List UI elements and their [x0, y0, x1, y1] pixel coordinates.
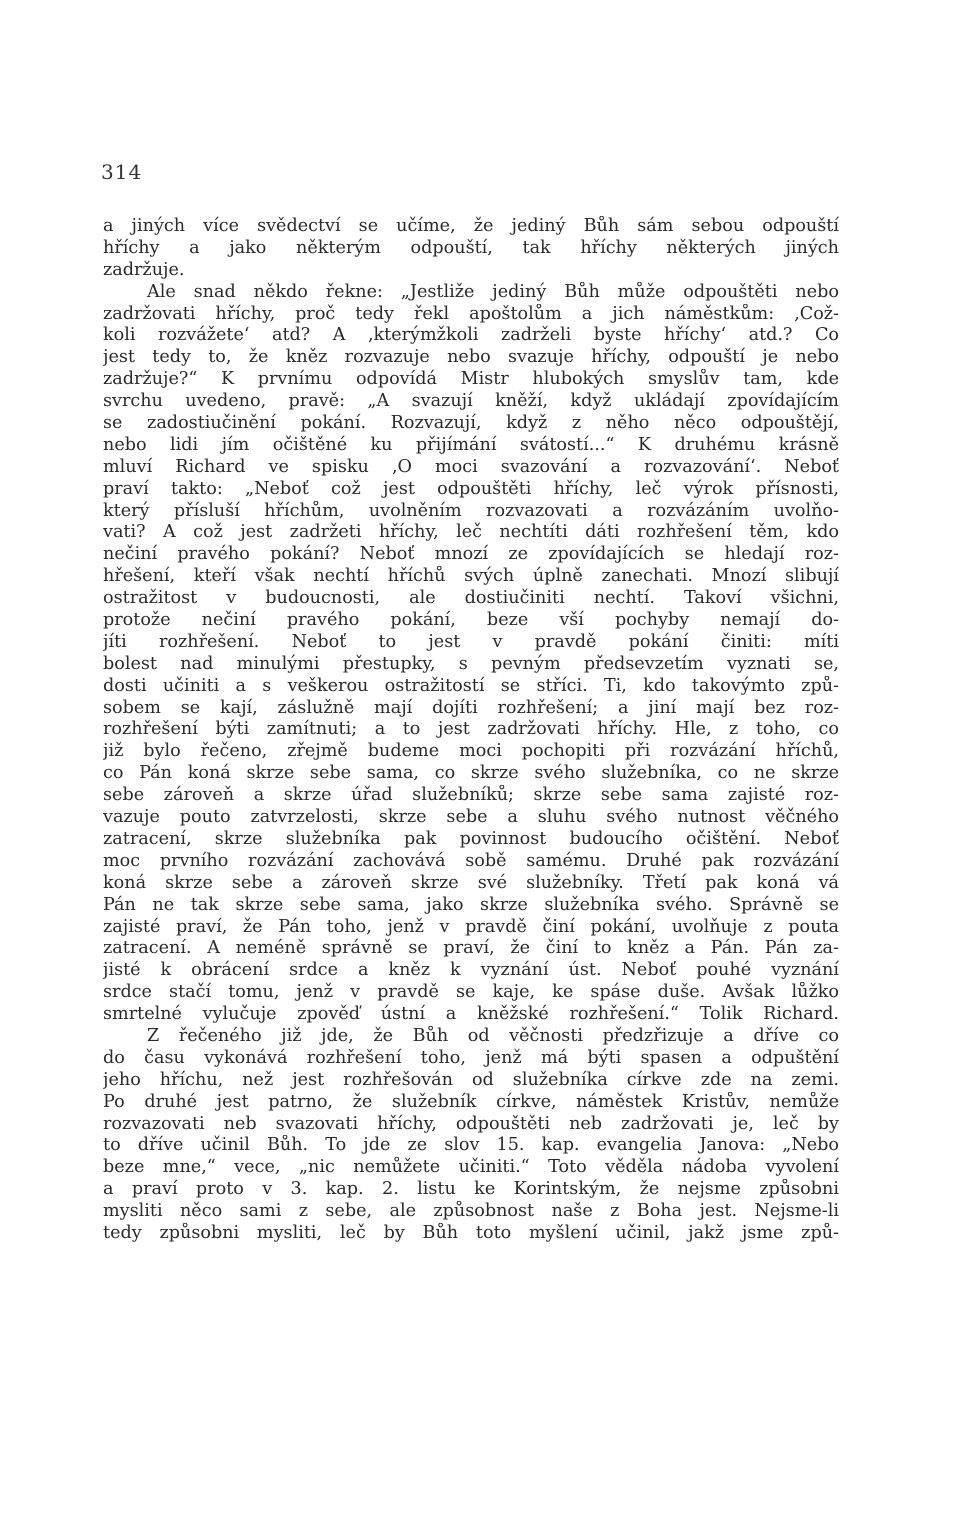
text-line: nebo lidi jím očištěné ku přijímání svátostí...“ K druhému krásně: [103, 434, 839, 455]
text-line: vazuje pouto zatvrzelosti, skrze sebe a sluhu svého nutnost věčného: [103, 807, 839, 828]
page-number: 314: [101, 160, 143, 184]
text-line: srdce stačí tomu, jenž v pravdě se kaje, ke spáse duše. Avšak lůžko: [103, 982, 839, 1003]
text-line: beze mne,“ vece, „nic nemůžete učiniti.“ Toto věděla nádoba vyvolení: [103, 1157, 839, 1178]
text-line: jíti rozhřešení. Neboť to jest v pravdě pokání činiti: míti: [103, 631, 839, 652]
text-line: praví takto: „Neboť což jest odpouštěti hříchy, leč výrok přísnosti,: [103, 478, 839, 499]
text-line: koli rozvážete‘ atd? A ‚kterýmžkoli zadrželi byste hříchy‘ atd.? Co: [103, 325, 839, 346]
text-line: sebe zároveň a skrze úřad služebníků; skrze sebe sama zajisté roz-: [103, 785, 839, 806]
text-line: a praví proto v 3. kap. 2. listu ke Korintským, že nejsme způsobni: [103, 1179, 839, 1200]
text-line: rozhřešení býti zamítnuti; a to jest zadržovati hříchy. Hle, z toho, co: [103, 719, 839, 740]
body-text: [103, 216, 839, 1245]
text-line: hříchy a jako některým odpouští, tak hříchy některých jiných: [103, 237, 839, 258]
text-line: svrchu uvedeno, pravě: „A svazují kněží, když ukládají zpovídajícím: [103, 391, 839, 412]
text-line: tedy způsobni mysliti, leč by Bůh toto myšlení učinil, jakž jsme způ-: [103, 1222, 839, 1243]
text-line: a jiných více svědectví se učíme, že jediný Bůh sám sebou odpouští: [103, 216, 839, 236]
text-line: to dříve učinil Bůh. To jde ze slov 15. kap. evangelia Janova: „Nebo: [103, 1135, 839, 1156]
text-line: zatracení. A neméně správně se praví, že činí to kněz a Pán. Pán za-: [103, 938, 839, 959]
text-line: bolest nad minulými přestupky, s pevným předsevzetím vyznati se,: [103, 653, 839, 674]
text-line: který přísluší hříchům, uvolněním rozvazovati a rozvázáním uvolňo-: [103, 500, 839, 521]
text-line: Ale snad někdo řekne: „Jestliže jediný Bůh může odpouštěti nebo: [147, 281, 839, 302]
text-line: do času vykonává rozhřešení toho, jenž má býti spasen a odpuštění: [103, 1047, 839, 1068]
text-line: co Pán koná skrze sebe sama, co skrze svého služebníka, co ne skrze: [103, 763, 839, 784]
text-line: hřešení, kteří však nechtí hříchů svých úplně zanechati. Mnozí slibují: [103, 566, 839, 587]
text-line: jeho hříchu, než jest rozhřešován od služebníka církve zde na zemi.: [103, 1069, 839, 1090]
text-line: koná skrze sebe a zároveň skrze své služebníky. Třetí pak koná vá: [103, 872, 839, 893]
text-line: sobem se kají, záslužně mají dojíti rozhřešení; a jiní mají bez roz-: [103, 697, 839, 718]
text-line: Po druhé jest patrno, že služebník církve, náměstek Kristův, nemůže: [103, 1091, 839, 1112]
text-line: protože nečiní pravého pokání, beze vší pochyby nemají do-: [103, 610, 839, 631]
text-line: rozvazovati neb svazovati hříchy, odpouštěti neb zadržovati je, leč by: [103, 1113, 839, 1134]
text-line: zajisté praví, že Pán toho, jenž v pravdě činí pokání, uvolňuje z pouta: [103, 916, 839, 937]
text-line: mysliti něco sami z sebe, ale způsobnost naše z Boha jest. Nejsme-li: [103, 1201, 839, 1222]
text-line: zatracení, skrze služebníka pak povinnost budoucího očištění. Neboť: [103, 828, 839, 849]
text-line: ostražitost v budoucnosti, ale dostiučiniti nechtí. Takoví všichni,: [103, 588, 839, 609]
text-line: Pán ne tak skrze sebe sama, jako skrze služebníka svého. Správně se: [103, 894, 839, 915]
text-line: se zadostiučinění pokání. Rozvazují, když z něho něco odpouštějí,: [103, 413, 839, 434]
text-line: zadržuje?“ K prvnímu odpovídá Mistr hlubokých smyslův tam, kde: [103, 369, 839, 390]
text-line: smrtelné vylučuje zpověď ústní a kněžské rozhřešení.“ Tolik Richard.: [103, 1004, 839, 1025]
text-line: zadržovati hříchy, proč tedy řekl apoštolům a jich náměstkům: ‚Což-: [103, 303, 839, 324]
text-line: zadržuje.: [103, 259, 185, 280]
text-line: moc prvního rozvázání zachovává sobě samému. Druhé pak rozvázání: [103, 850, 839, 871]
text-line: vati? A což jest zadržeti hříchy, leč nechtíti dáti rozhřešení těm, kdo: [103, 522, 839, 543]
text-line: jest tedy to, že kněz rozvazuje nebo svazuje hříchy, odpouští je nebo: [103, 347, 839, 368]
text-line: již bylo řečeno, zřejmě budeme moci pochopiti při rozvázání hříchů,: [103, 741, 839, 762]
text-line: Z řečeného již jde, že Bůh od věčnosti předzřizuje a dříve co: [147, 1025, 839, 1046]
text-line: mluví Richard ve spisku ‚O moci svazování a rozvazování‘. Neboť: [103, 456, 839, 477]
text-line: jisté k obrácení srdce a kněz k vyznání úst. Neboť pouhé vyznání: [103, 960, 839, 981]
text-line: nečiní pravého pokání? Neboť mnozí ze zpovídajících se hledají roz-: [103, 544, 839, 565]
text-line: dosti učiniti a s veškerou ostražitostí se stříci. Ti, kdo takovýmto způ-: [103, 675, 839, 696]
